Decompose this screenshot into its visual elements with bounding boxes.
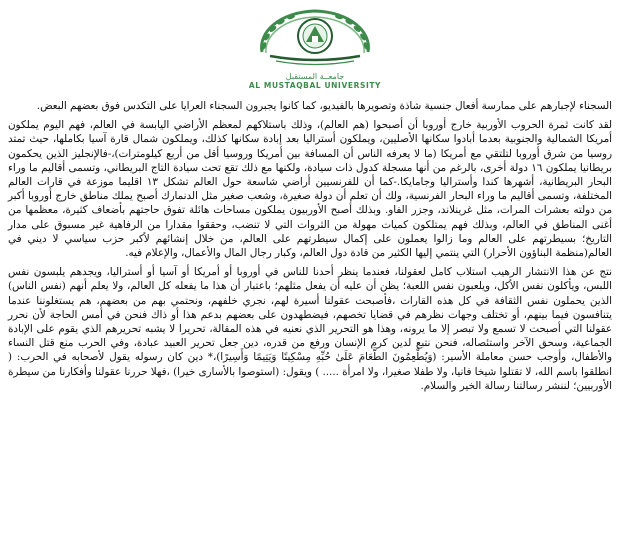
university-name-english: AL MUSTAQBAL UNIVERSITY [248,81,382,90]
paragraph-european-wars: لقد كانت ثمرة الحروب الأوربية خارج أوروبا أن أصبحوا (هم العالم)، وذلك باستلاكهم لمعظم الأراضي اليابسة في العالم، فهم اليوم يملكون أمريكا الشمالية والجنوبية بعدما أبادوا سكانها الأصليين، ويملكون أستراليا بعد إبادة سكانها كذلك، ويملكون شمال قارة آسيا بكاملها، حيث تمتد روسيا من شرق أوروبا لتلتقي مع أمريكا (ما لا يعرفه الناس أن المسافة بين أمريكا وروسيا أقل من أربع كيلومترات)،-فالإنجليز الذين يحكمون بريطانيا يملكون ١٦ دولة أخرى، بالرغم من أنها مسجلة كدول ذات سيادة، ولكنها مع ذلك تقع تحت سيادة التاج البريطاني، وتسمى أقاليم ما وراء البحار البريطانية، أشهرها كندا وأستراليا وجامايكا.-كما أن للفرنسيين أراضي شاسعة حول العالم تشكل ١٣ اقليما موزعة في قارات العالم المختلفة، وتسمى أقاليم ما وراء البحار الفرنسية، ولك أن تعلم أن دولة صغيرة، وشعب صغير مثل الدنمارك أصبح يملك مناطق خارج أوروبا أكبر من دولته بعشرات المرات، مثل غرينلاند، وجزر الفاو. وبذلك أصبح الأوربيون يملكون مساحات هائلة تفوق حاجتهم بأضعاف كثيرة، معظمها من أغنى المناطق في العالم، وبذلك فهم يمتلكون كميات مهولة من الثروات التي لا تنضب، وحققوا مقدارا من الرفاهية غير مسبوق على مدار التاريخ؛ بسيطرتهم على العالم وما زالوا يعملون على إكمال سيطرتهم على العالم، من خلال إنشائهم لأكبر حزب سياسي لا ديني في العالم(منظمة البناؤون الأحرار) التي ينتمي إليها الكثير من قادة دول العالم، وكبار رجال المال والأعمال، والإعلام فيه. [8,119,612,260]
university-header [240,6,390,98]
article-body [8,99,612,398]
university-logo-icon [240,6,390,72]
paragraph-intro: السجناء لإجبارهم على ممارسة أفعال جنسية شاذة وتصويرها بالفيديو، كما كانوا يجبرون السجناء العرايا على التكدس فوق بعضهم البعض. [36,100,612,112]
paragraph-liberation: نتج عن هذا الانتشار الرهيب استلاب كامل لعقولنا، فعندما ينظر أحدنا للناس في أوروبا أو أمريكا أو آسيا أو أستراليا، ويجدهم يلبسون نفس اللبس، ويأكلون نفس الأكل، ويلعبون نفس اللعبة؛ يظن أن عليه أن يفعل مثلهم؛ باعتبار أن هذا ما يفعله كل العالم، ولا يعلم أنهم (نفس الناس) الذين يحملون نفس الثقافة في كل هذه القارات ،فأصبحت عقولنا أسيرة لهم، نجري خلفهم، ونحتمي بهم من بعضهم، هم يستغلوننا عندما يتنافسون فيما بينهم، أو تختلف وجهات نظرهم في قضايا تخصهم، فيضطهدون على بعضهم بدعم هذا أو ذاك فنحن في أمس الحاجة لأن نحرر عقولنا التي أصبحت لا تسمع ولا تبصر إلا ما يرونه، وهذا هو التحرير الذي نعنيه في هذه المقالة، تحريرا لا يشبه تحريرهم الذي يقوم على الإبادة الجماعية، وسحق الآخر واستئصاله، فنحن نتبع لدين كرم الإنسان ورفع من قدره، دين جعل تحرير العبيد عبادة، وفي الحرب منع قتل النساء والأطفال، وأوجب حسن معاملة الأسير: (وَيُطْعِمُونَ الطَّعَامَ عَلَىٰ حُبِّهِ مِسْكِينًا وَيَتِيمًا وَأَسِيرًا)،* دين كان رسوله يقول لأصحابه في الحرب: ( انطلقوا باسم الله، لا تقتلوا شيخا فانيا، ولا طفلا صغيرا، ولا امرأة ..... ) ويقول: (استوصوا بالأسارى خيرا) ،فهلا حررنا عقولنا وأفكارنا من سيطرة الأوربيين؛ لننشر رسالتنا رسالة الخير والسلام. [8,266,612,392]
university-name-arabic: جامعــة المستقبل [285,72,345,81]
